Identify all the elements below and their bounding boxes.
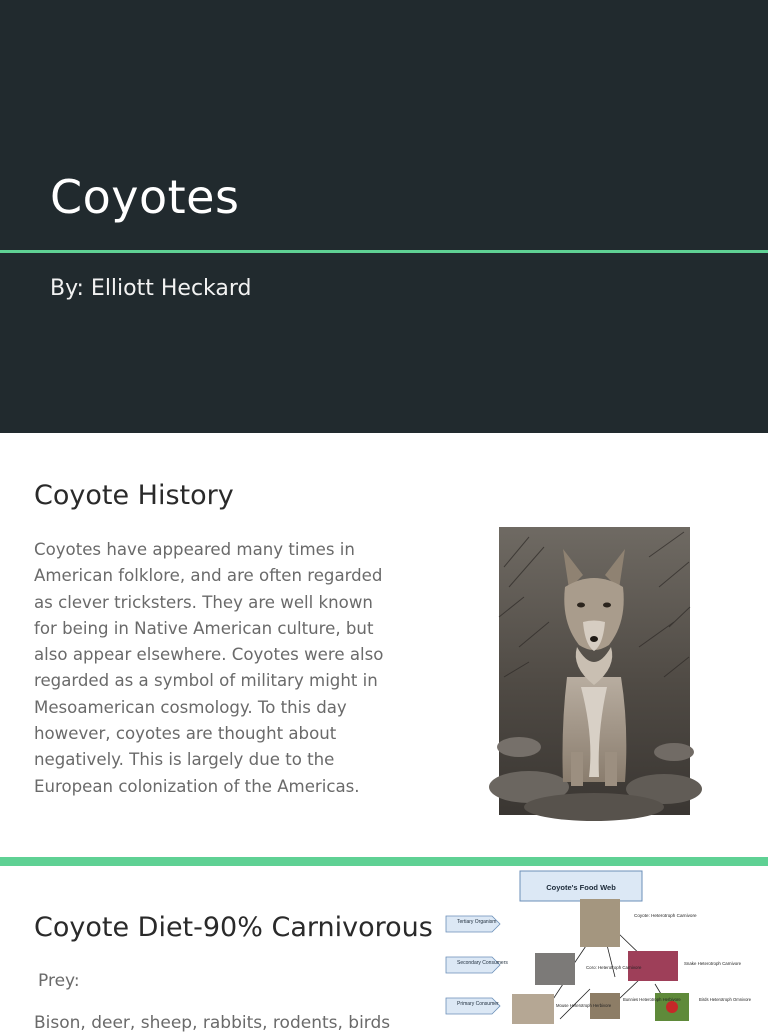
coyote-thumbnail [580,899,620,947]
prey-label: Prey: [38,971,80,991]
level-primary: Primary Consumer [457,1001,499,1007]
food-web-diagram [440,869,752,1029]
level-secondary: Secondary Consumers [457,960,508,966]
node-mouse: Mouse Heterotroph Herbivore [556,1003,612,1008]
prey-list: Bison, deer, sheep, rabbits, rodents, birds [34,1013,391,1033]
node-snake: Snake Heterotroph Carnivore [684,961,742,966]
title-divider [0,250,768,253]
history-heading: Coyote History [34,480,234,511]
mouse-thumbnail [512,994,554,1024]
slide-divider [0,857,768,866]
level-tertiary: Tertiary Organism [457,919,497,925]
presentation-title: Coyotes [50,170,240,224]
diet-heading: Coyote Diet-90% Carnivorous [34,912,433,943]
title-slide [0,0,768,433]
node-crow: Coro: Heterotroph Carnivore [586,965,642,970]
history-body: Coyotes have appeared many times in American folklore, and are often regarded as clever tricksters. They are well known for being in Native American culture, but also appear elsewhere. Coyotes were also regarded as a symbol of military might in Mesoamerican cosmology. To this day however, coyotes are thought about negatively. This is largely due to the European colonization of the Americas. [34,540,384,796]
crow-thumbnail [535,953,575,985]
diet-slide [0,866,768,1033]
presentation-subtitle: By: Elliott Heckard [50,276,252,301]
node-bunnies: Bunnies Heterotroph Herbivore [623,997,681,1002]
food-web-title: Coyote's Food Web [546,883,616,892]
history-slide [0,433,768,857]
coyote-photo [499,527,690,815]
node-birds: Birds Heterotroph Omnivore [699,997,752,1002]
node-coyote: Coyote: Heterotroph Carnivore [634,913,697,918]
